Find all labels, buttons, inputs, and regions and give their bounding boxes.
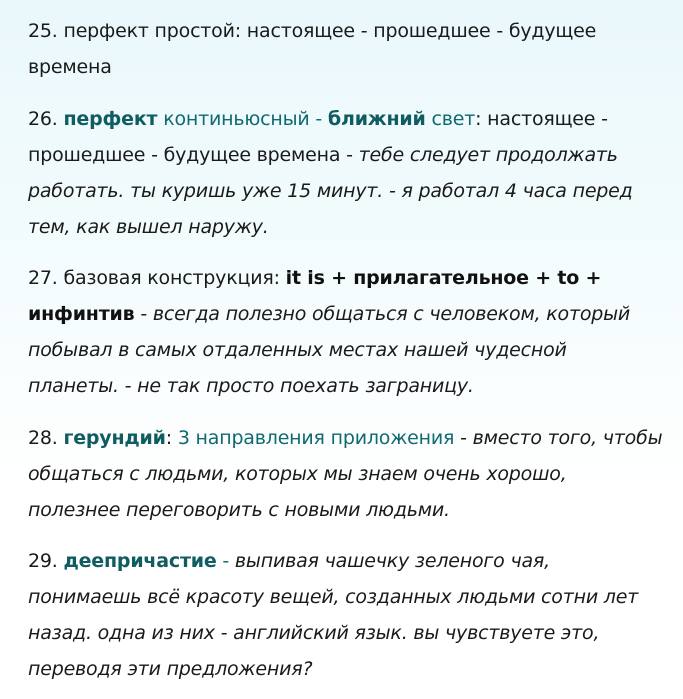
term-light: свет [431,108,476,130]
item-separator: - [216,550,235,572]
term-gerund: герундий [63,427,166,449]
term-separator: - [309,108,328,130]
list-item-27 [28,260,663,404]
term-participle: деепричастие [63,550,217,572]
item-separator: - [134,303,153,325]
item-colon: : [165,427,178,449]
item-lead: базовая конструкция: [63,267,286,289]
formula: it is + прилагательное + to + инфинтив [28,267,602,325]
item-examples: вместо того, чтобы общаться с людьми, которых мы знаем очень хорошо, полезнее переговорить с новыми людьми. [28,427,663,521]
item-separator: - [454,427,473,449]
item-text: перфект простой: настоящее - прошедшее - будущее времена [28,20,597,78]
item-number: 28. [28,427,58,449]
item-number: 27. [28,267,58,289]
item-examples: тебе следует продолжать работать. ты куришь уже 15 минут. - я работал 4 часа перед тем, как вышел наружу. [28,144,633,238]
item-examples: всегда полезно общаться с человеком, который побывал в самых отдаленных местах нашей чудесной планеты. - не так просто поехать заграницу. [28,303,631,397]
list-item-28 [28,420,663,528]
list-item-29 [28,543,663,687]
subterm-directions: 3 направления приложения [177,427,455,449]
item-number: 29. [28,550,58,572]
item-description: : настоящее - прошедшее - будущее времена - [28,108,608,166]
term-perfect: перфект [63,108,158,130]
item-number: 25. [28,20,58,42]
term-near: ближний [327,108,426,130]
list-item-25 [28,13,663,85]
item-examples: выпивая чашечку зеленого чая, понимаешь всё красоту вещей, созданных людьми сотни лет назад. одна из них - английский язык. вы чувствуете это, переводя эти предложения? [28,550,639,680]
item-number: 26. [28,108,58,130]
list-item-26 [28,101,663,245]
term-continuous: континьюсный [163,108,310,130]
